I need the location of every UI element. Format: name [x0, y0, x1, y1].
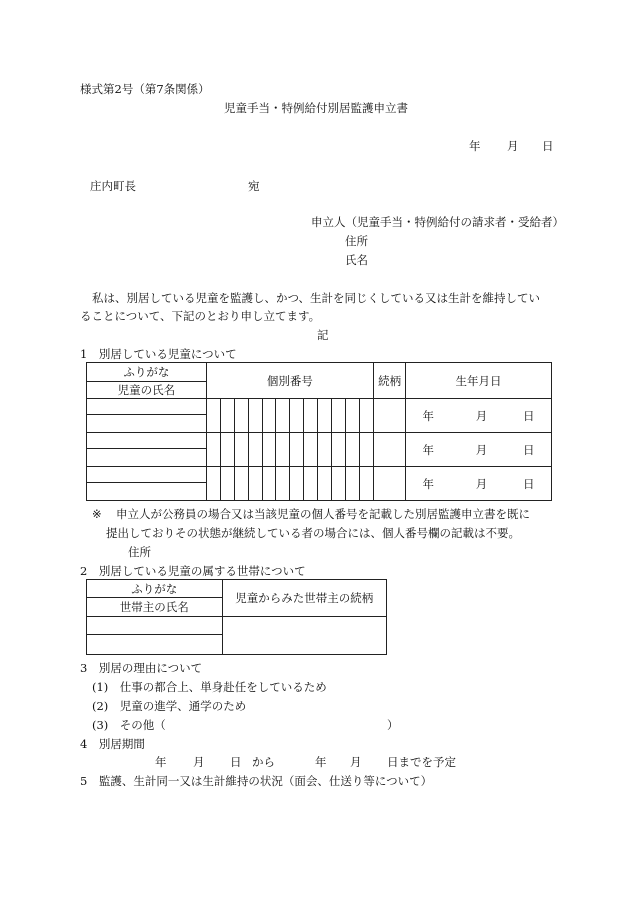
- col-household-relation: 児童からみた世帯主の続柄: [222, 580, 386, 617]
- digit-cell[interactable]: [318, 467, 332, 501]
- to-month: 月: [350, 755, 362, 769]
- digit-cell[interactable]: [346, 399, 360, 433]
- digit-cell[interactable]: [360, 467, 374, 501]
- note-line1: 申立人が公務員の場合又は当該児童の個人番号を記載した別居監護申立書を既に: [116, 507, 530, 521]
- digit-cell[interactable]: [206, 467, 220, 501]
- note-address: 住所: [128, 545, 151, 559]
- form-number: 様式第2号（第7条関係）: [80, 82, 210, 96]
- child-name-cell[interactable]: [87, 449, 207, 467]
- digit-cell[interactable]: [332, 399, 346, 433]
- digit-cell[interactable]: [234, 399, 248, 433]
- birth-day: 日: [523, 408, 535, 423]
- from-year: 年: [155, 755, 167, 769]
- date-month: 月: [507, 139, 519, 153]
- statement-line2: ることについて、下記のとおり申し立てます。: [80, 309, 321, 323]
- date-year: 年: [469, 139, 481, 153]
- applicant-label: 申立人（児童手当・特例給付の請求者・受給者）: [311, 215, 564, 229]
- digit-cell[interactable]: [304, 433, 318, 467]
- birth-month: 月: [475, 476, 488, 491]
- digit-cell[interactable]: [304, 399, 318, 433]
- addressee-suffix: 宛: [248, 179, 260, 193]
- digit-cell[interactable]: [360, 399, 374, 433]
- digit-cell[interactable]: [220, 467, 234, 501]
- digit-cell[interactable]: [206, 433, 220, 467]
- birthdate-cell[interactable]: [406, 399, 552, 433]
- digit-cell[interactable]: [346, 433, 360, 467]
- furigana-cell[interactable]: [87, 399, 207, 415]
- digit-cell[interactable]: [262, 399, 276, 433]
- digit-cell[interactable]: [276, 399, 290, 433]
- from-suffix: から: [252, 755, 275, 769]
- furigana-cell[interactable]: [87, 467, 207, 483]
- section3-heading: 3 別居の理由について: [80, 661, 203, 675]
- digit-cell[interactable]: [234, 467, 248, 501]
- table-row: [87, 399, 552, 415]
- birthdate-cell[interactable]: [406, 467, 552, 501]
- statement-line1: 私は、別居している児童を監護し、かつ、生計を同じくしている又は生計を維持してい: [92, 291, 541, 305]
- digit-cell[interactable]: [360, 433, 374, 467]
- relation-cell[interactable]: [374, 433, 406, 467]
- digit-cell[interactable]: [262, 433, 276, 467]
- from-month: 月: [193, 755, 205, 769]
- digit-cell[interactable]: [332, 433, 346, 467]
- digit-cell[interactable]: [262, 467, 276, 501]
- section1-heading: 1 別居している児童について: [80, 347, 237, 361]
- to-year: 年: [315, 755, 327, 769]
- child-name-cell[interactable]: [87, 483, 207, 501]
- digit-cell[interactable]: [318, 433, 332, 467]
- note-mark: ※: [92, 507, 102, 521]
- applicant-address-label: 住所: [345, 234, 368, 248]
- col-child-name: 児童の氏名: [87, 382, 207, 399]
- section5-heading: 5 監護、生計同一又は生計維持の状況（面会、仕送り等について）: [80, 774, 433, 788]
- digit-cell[interactable]: [290, 467, 304, 501]
- digit-cell[interactable]: [276, 433, 290, 467]
- col-household-furigana: ふりがな: [87, 580, 223, 598]
- head-furigana-cell[interactable]: [87, 617, 223, 635]
- children-table: [86, 362, 552, 501]
- ki-mark: 記: [317, 328, 329, 342]
- to-day: 日までを予定: [387, 755, 456, 769]
- relation-cell[interactable]: [374, 467, 406, 501]
- digit-cell[interactable]: [220, 399, 234, 433]
- furigana-cell[interactable]: [87, 433, 207, 449]
- reason-1: (1) 仕事の都合上、単身赴任をしているため: [92, 680, 327, 694]
- birthdate-cell[interactable]: [406, 433, 552, 467]
- digit-cell[interactable]: [248, 399, 262, 433]
- relation-cell[interactable]: [374, 399, 406, 433]
- digit-cell[interactable]: [290, 433, 304, 467]
- head-name-cell[interactable]: [87, 635, 223, 655]
- col-individual-number: 個別番号: [206, 363, 373, 399]
- birth-year: 年: [422, 408, 435, 423]
- reason-2: (2) 児童の進学、通学のため: [92, 699, 247, 713]
- digit-cell[interactable]: [304, 467, 318, 501]
- digit-cell[interactable]: [290, 399, 304, 433]
- applicant-name-label: 氏名: [345, 253, 368, 267]
- household-table: [86, 579, 387, 655]
- addressee-name: 庄内町長: [90, 179, 136, 193]
- col-birthdate: 生年月日: [406, 363, 552, 399]
- birth-month: 月: [475, 442, 488, 457]
- birth-day: 日: [523, 476, 535, 491]
- section2-heading: 2 別居している児童の属する世帯について: [80, 564, 306, 578]
- reason-3: (3) その他（: [92, 718, 166, 732]
- digit-cell[interactable]: [318, 399, 332, 433]
- col-furigana: ふりがな: [87, 363, 207, 382]
- table-row: [87, 467, 552, 483]
- digit-cell[interactable]: [206, 399, 220, 433]
- digit-cell[interactable]: [332, 467, 346, 501]
- birth-day: 日: [523, 442, 535, 457]
- col-head-name: 世帯主の氏名: [87, 598, 223, 617]
- from-day: 日: [230, 755, 242, 769]
- digit-cell[interactable]: [234, 433, 248, 467]
- reason-3-close: ）: [387, 718, 399, 732]
- date-day: 日: [542, 139, 554, 153]
- note-line2: 提出しておりその状態が継続している者の場合には、個人番号欄の記載は不要。: [106, 526, 520, 540]
- document-title: 児童手当・特例給付別居監護申立書: [224, 101, 408, 115]
- birth-month: 月: [475, 408, 488, 423]
- child-name-cell[interactable]: [87, 415, 207, 433]
- birth-year: 年: [422, 476, 435, 491]
- digit-cell[interactable]: [346, 467, 360, 501]
- digit-cell[interactable]: [276, 467, 290, 501]
- table-row: [87, 433, 552, 449]
- col-relation: 続柄: [374, 363, 406, 399]
- birth-year: 年: [422, 442, 435, 457]
- digit-cell[interactable]: [248, 467, 262, 501]
- section4-heading: 4 別居期間: [80, 737, 145, 751]
- head-relation-cell[interactable]: [222, 617, 386, 655]
- digit-cell[interactable]: [248, 433, 262, 467]
- digit-cell[interactable]: [220, 433, 234, 467]
